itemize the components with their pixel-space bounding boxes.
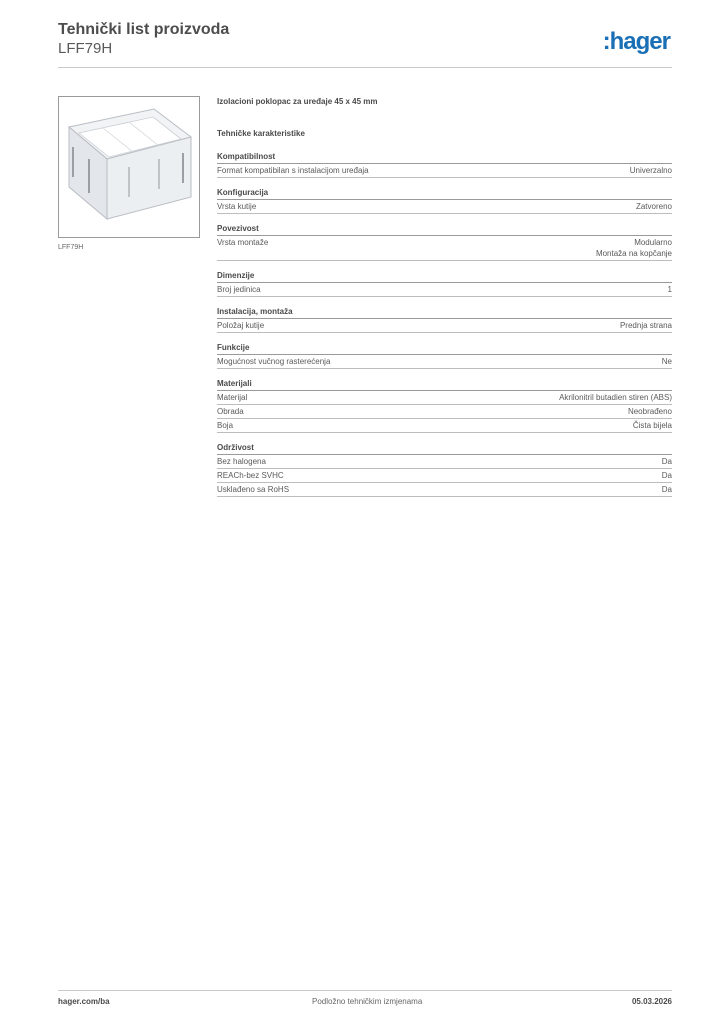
footer-website: hager.com/ba bbox=[58, 997, 110, 1006]
spec-group bbox=[217, 270, 672, 297]
spec-value-line: Akrilonitril butadien stiren (ABS) bbox=[559, 393, 672, 402]
spec-group-title: Održivost bbox=[217, 442, 672, 455]
spec-value bbox=[596, 237, 672, 259]
spec-group-title: Instalacija, montaža bbox=[217, 306, 672, 319]
spec-value-line: Modularno bbox=[634, 238, 672, 247]
spec-label: Format kompatibilan s instalacijom uređaja bbox=[217, 166, 369, 175]
product-image bbox=[58, 96, 200, 238]
spec-label: Vrsta montaže bbox=[217, 238, 269, 247]
spec-row bbox=[217, 319, 672, 333]
spec-label: Obrada bbox=[217, 407, 244, 416]
spec-value bbox=[668, 284, 672, 295]
spec-value bbox=[662, 484, 672, 495]
spec-row bbox=[217, 200, 672, 214]
footer-divider bbox=[58, 990, 672, 991]
spec-value-line: Zatvoreno bbox=[635, 202, 672, 211]
spec-label: Boja bbox=[217, 421, 234, 430]
spec-value-line: Univerzalno bbox=[629, 166, 672, 175]
footer-notice: Podložno tehničkim izmjenama bbox=[312, 997, 423, 1006]
spec-row bbox=[217, 419, 672, 433]
spec-value bbox=[620, 320, 672, 331]
spec-value bbox=[628, 406, 672, 417]
spec-group bbox=[217, 187, 672, 214]
spec-value-line: Prednja strana bbox=[619, 321, 672, 330]
spec-value bbox=[559, 392, 672, 403]
spec-label: Vrsta kutije bbox=[217, 202, 257, 211]
spec-group-title: Funkcije bbox=[217, 342, 672, 355]
page-title: Tehnički list proizvoda bbox=[58, 21, 230, 38]
spec-group bbox=[217, 223, 672, 261]
spec-group-title: Materijali bbox=[217, 378, 672, 391]
spec-label: Usklađeno sa RoHS bbox=[217, 485, 290, 494]
spec-group bbox=[217, 442, 672, 497]
product-code: LFF79H bbox=[58, 40, 113, 57]
spec-row bbox=[217, 469, 672, 483]
spec-row bbox=[217, 405, 672, 419]
product-description: Izolacioni poklopac za uređaje 45 x 45 mm bbox=[217, 97, 378, 106]
spec-value-line: Da bbox=[661, 457, 672, 466]
product-image-illustration bbox=[59, 97, 199, 237]
spec-value bbox=[662, 470, 672, 481]
spec-label: Materijal bbox=[217, 393, 248, 402]
spec-row bbox=[217, 283, 672, 297]
spec-row bbox=[217, 455, 672, 469]
spec-value bbox=[636, 201, 672, 212]
spec-value bbox=[633, 420, 672, 431]
spec-row bbox=[217, 483, 672, 497]
spec-group-title: Dimenzije bbox=[217, 270, 672, 283]
spec-value-line: Ne bbox=[661, 357, 672, 366]
spec-group-title: Povezivost bbox=[217, 223, 672, 236]
spec-group-title: Kompatibilnost bbox=[217, 151, 672, 164]
spec-value bbox=[662, 456, 672, 467]
spec-label: REACh-bez SVHC bbox=[217, 471, 284, 480]
spec-row bbox=[217, 236, 672, 261]
spec-groups bbox=[217, 151, 672, 497]
spec-row bbox=[217, 355, 672, 369]
spec-group bbox=[217, 151, 672, 178]
spec-row bbox=[217, 164, 672, 178]
footer-date: 05.03.2026 bbox=[631, 997, 672, 1006]
spec-label: Broj jedinica bbox=[217, 285, 261, 294]
spec-value-line: Čista bijela bbox=[632, 421, 672, 430]
hager-logo: :hager bbox=[602, 28, 670, 55]
spec-value bbox=[630, 165, 672, 176]
spec-value-line: 1 bbox=[667, 285, 672, 294]
spec-row bbox=[217, 391, 672, 405]
header-divider bbox=[58, 67, 672, 68]
spec-group bbox=[217, 342, 672, 369]
spec-value-line: Montaža na kopčanje bbox=[595, 249, 672, 258]
spec-group bbox=[217, 306, 672, 333]
spec-value-line: Da bbox=[661, 471, 672, 480]
section-title: Tehničke karakteristike bbox=[217, 129, 305, 138]
document-header bbox=[58, 20, 672, 58]
spec-group bbox=[217, 378, 672, 433]
spec-group-title: Konfiguracija bbox=[217, 187, 672, 200]
image-caption: LFF79H bbox=[58, 244, 84, 251]
spec-value bbox=[662, 356, 672, 367]
spec-content bbox=[217, 96, 672, 506]
spec-label: Mogućnost vučnog rasterećenja bbox=[217, 357, 331, 366]
spec-label: Položaj kutije bbox=[217, 321, 265, 330]
spec-value-line: Neobrađeno bbox=[627, 407, 672, 416]
spec-label: Bez halogena bbox=[217, 457, 266, 466]
spec-value-line: Da bbox=[661, 485, 672, 494]
